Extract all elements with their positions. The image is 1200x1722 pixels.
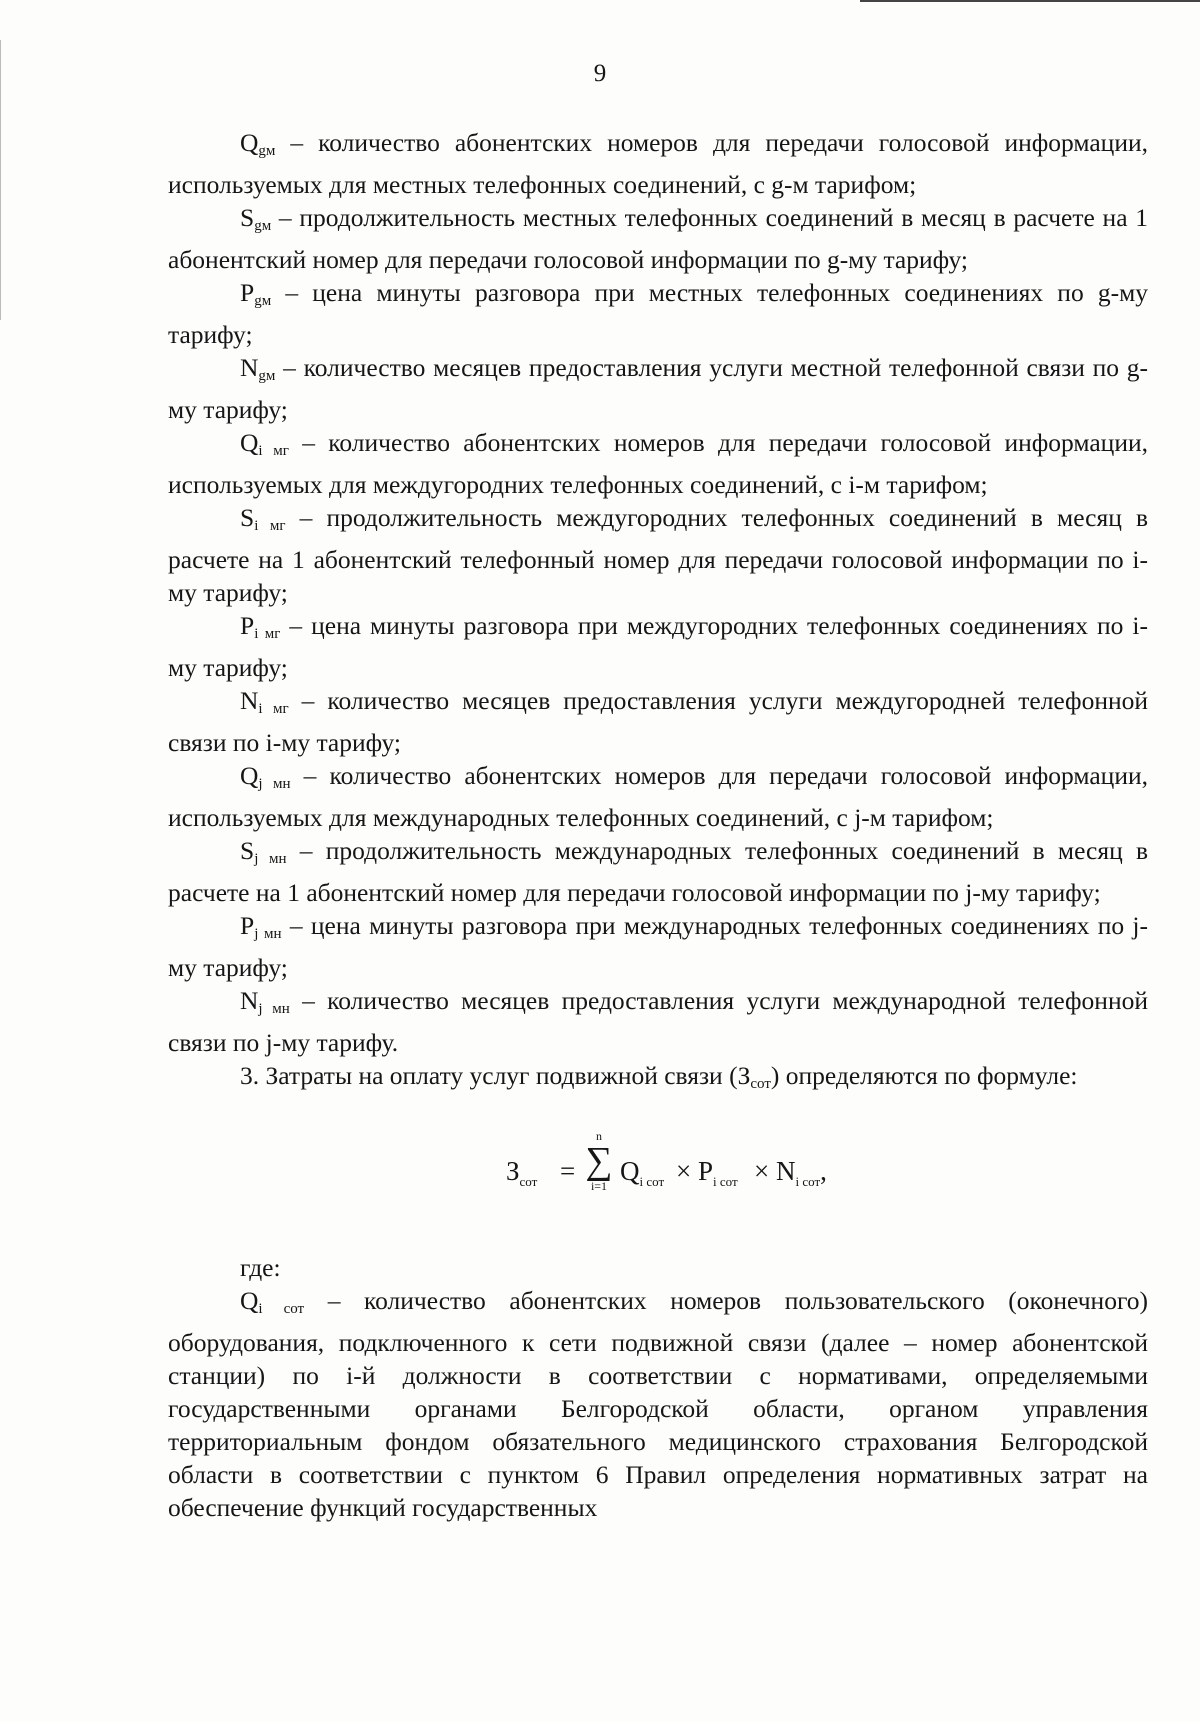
symbol: S xyxy=(240,503,255,532)
item-3-tail: ) определяются по формуле: xyxy=(770,1061,1078,1090)
definition-paragraph xyxy=(168,1284,1148,1524)
symbol-subscript: gм xyxy=(254,218,272,234)
symbol: P xyxy=(240,911,255,940)
symbol: S xyxy=(240,203,255,232)
summation-upper-limit: n xyxy=(596,1129,602,1143)
symbol-subscript: gм xyxy=(258,143,276,159)
symbol-subscript: j мн xyxy=(258,1001,290,1017)
formula-lhs: З xyxy=(506,1156,520,1186)
definition-paragraph xyxy=(168,759,1148,834)
definition-text: – продолжительность местных телефонных соединений в месяц в расчете на 1 абонентский номер для передачи голосовой информации по g-му тарифу; xyxy=(168,203,1148,274)
formula-block xyxy=(168,1101,1148,1251)
formula-q: Q xyxy=(620,1156,640,1186)
symbol: S xyxy=(240,836,255,865)
symbol-subscript: i мг xyxy=(254,626,281,642)
definition-paragraph xyxy=(168,126,1148,201)
definition-text: – количество месяцев предоставления услуги международной телефонной связи по j-му тарифу. xyxy=(168,986,1149,1057)
definition-text: – цена минуты разговора при междугородних телефонных соединениях по i-му тарифу; xyxy=(168,611,1148,682)
definition-text: – количество абонентских номеров для передачи голосовой информации, используемых для международных телефонных соединений, с j-м тарифом; xyxy=(168,761,1148,832)
symbol-subscript: j мн xyxy=(254,851,287,867)
formula-equals: = xyxy=(560,1156,576,1186)
symbol-subscript: gм xyxy=(258,368,276,384)
definition-paragraph xyxy=(168,201,1148,276)
formula-p-subscript: i сот xyxy=(713,1174,738,1189)
summation xyxy=(582,1129,616,1193)
symbol: N xyxy=(240,353,259,382)
formula-lhs-subscript: сот xyxy=(519,1174,538,1189)
definition-paragraph xyxy=(168,984,1148,1059)
symbol: P xyxy=(240,611,255,640)
definition-paragraph xyxy=(168,351,1148,426)
symbol-subscript: i мг xyxy=(258,701,289,717)
definition-text: – продолжительность междугородних телефонных соединений в месяц в расчете на 1 абонентский телефонный номер для передачи голосовой информации по i-му тарифу; xyxy=(168,503,1148,607)
definition-paragraph xyxy=(168,276,1148,351)
formula-multiply: × xyxy=(676,1156,692,1186)
symbol: Q xyxy=(240,761,259,790)
symbol-subscript: i сот xyxy=(258,1301,305,1317)
definition-text: – количество абонентских номеров для передачи голосовой информации, используемых для местных телефонных соединений, с g-м тарифом; xyxy=(168,128,1148,199)
symbol-subscript: i мг xyxy=(254,518,286,534)
definition-text: – количество абонентских номеров для передачи голосовой информации, используемых для междугородних телефонных соединений, с i-м тарифом; xyxy=(168,428,1148,499)
symbol-subscript: i мг xyxy=(258,443,289,459)
definition-text: – количество месяцев предоставления услуги междугородней телефонной связи по i-му тарифу; xyxy=(168,686,1149,757)
formula-comma: , xyxy=(820,1156,827,1186)
definition-text: – количество абонентских номеров пользовательского (оконечного) оборудования, подключенного к сети подвижной связи (далее – номер абонентской станции) по i-й должности в соответствии с нормативами, определяемыми государственными органами Белгородской области, органом управления территориальным фондом обязательного медицинского страхования Белгородской области в соответствии с пунктом 6 Правил определения нормативных затрат на обеспечение функций государственных xyxy=(168,1286,1149,1522)
formula-q-subscript: i сот xyxy=(639,1174,665,1189)
formula-p: P xyxy=(698,1156,714,1186)
definition-text: – цена минуты разговора при международных телефонных соединениях по j-му тарифу; xyxy=(168,911,1148,982)
definition-paragraph xyxy=(168,834,1148,909)
definition-paragraph xyxy=(168,609,1148,684)
item-3-subscript: сот xyxy=(750,1076,771,1092)
symbol: N xyxy=(240,686,259,715)
symbol-subscript: gм xyxy=(254,293,272,309)
formula-multiply: × xyxy=(754,1156,770,1186)
where-label: где: xyxy=(240,1253,281,1282)
formula-n: N xyxy=(776,1156,796,1186)
symbol-subscript: j мн xyxy=(258,776,291,792)
item-3-lead: 3. Затраты на оплату услуг подвижной связи (З xyxy=(240,1061,751,1090)
document-body xyxy=(168,126,1148,1524)
definition-paragraph xyxy=(168,909,1148,984)
symbol: Q xyxy=(240,128,259,157)
summation-lower-limit: i=1 xyxy=(590,1179,608,1193)
definition-paragraph xyxy=(168,501,1148,609)
symbol: P xyxy=(240,278,255,307)
symbol: N xyxy=(240,986,259,1015)
page-number: 9 xyxy=(593,60,607,87)
definition-text: – цена минуты разговора при местных телефонных соединениях по g-му тарифу; xyxy=(168,278,1148,349)
symbol-subscript: j мн xyxy=(254,926,282,942)
top-edge-rule xyxy=(860,0,1200,2)
formula-n-subscript: i сот xyxy=(795,1174,821,1189)
definition-paragraph xyxy=(168,684,1148,759)
definition-paragraph xyxy=(168,426,1148,501)
summation-sign: ∑ xyxy=(585,1140,613,1182)
definition-text: – продолжительность международных телефонных соединений в месяц в расчете на 1 абонентский номер для передачи голосовой информации по j-му тарифу; xyxy=(168,836,1148,907)
definition-text: – количество месяцев предоставления услуги местной телефонной связи по g-му тарифу; xyxy=(168,353,1148,424)
item-3-paragraph xyxy=(168,1059,1148,1101)
symbol: Q xyxy=(240,428,259,457)
symbol: Q xyxy=(240,1286,259,1315)
